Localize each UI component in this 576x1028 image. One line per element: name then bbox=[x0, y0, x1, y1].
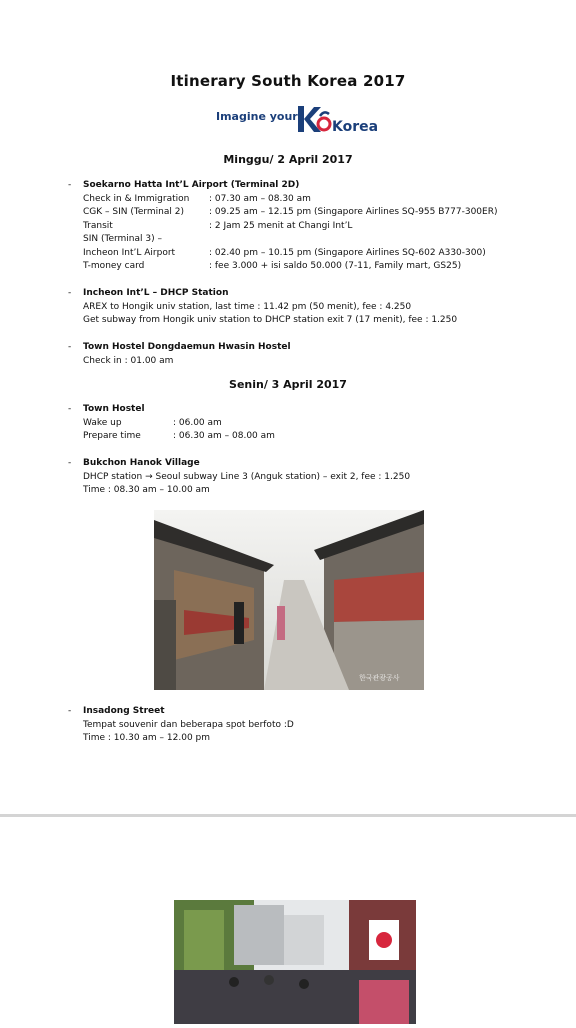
detail-line: AREX to Hongik univ station, last time : 11.42 pm (50 menit), fee : 4.250 bbox=[83, 301, 412, 312]
row-value: : 06.30 am – 08.00 am bbox=[173, 431, 275, 441]
bullet: - bbox=[68, 458, 72, 468]
day-heading-2: Senin/ 3 April 2017 bbox=[229, 378, 347, 391]
section-incheon bbox=[68, 287, 548, 328]
korea-logo-wordmark bbox=[294, 102, 379, 136]
detail-line: Time : 10.30 am – 12.00 pm bbox=[83, 733, 211, 743]
detail-line: Time : 08.30 am – 10.00 am bbox=[83, 485, 210, 495]
bullet: - bbox=[68, 342, 72, 352]
section-hostel-dongdaemun bbox=[68, 341, 548, 369]
section-insadong bbox=[68, 705, 548, 746]
section-town-hostel bbox=[68, 403, 548, 444]
bullet: - bbox=[68, 404, 72, 414]
detail-line: Get subway from Hongik univ station to DHCP station exit 7 (17 menit), fee : 1.250 bbox=[83, 315, 458, 325]
row-label: Transit bbox=[83, 220, 113, 231]
section-heading: Town Hostel Dongdaemun Hwasin Hostel bbox=[83, 342, 291, 352]
row-value: : 09.25 am – 12.15 pm (Singapore Airlines SQ-955 B777-300ER) bbox=[209, 207, 498, 217]
detail-line: Tempat souvenir dan beberapa spot berfoto :D bbox=[83, 719, 294, 730]
logo-tagline: Imagine your bbox=[216, 110, 298, 123]
row-value: : fee 3.000 + isi saldo 50.000 (7-11, Family mart, GS25) bbox=[209, 261, 462, 271]
document-page-2 bbox=[0, 817, 576, 1024]
row-value: : 02.40 pm – 10.15 pm (Singapore Airlines SQ-602 A330-300) bbox=[209, 247, 486, 258]
bullet: - bbox=[68, 288, 72, 298]
row-label: T-money card bbox=[83, 261, 145, 271]
day-heading-1: Minggu/ 2 April 2017 bbox=[223, 153, 353, 166]
section-airport bbox=[68, 179, 548, 274]
svg-text:한국관광공사: 한국관광공사 bbox=[359, 674, 400, 682]
section-bukchon bbox=[68, 457, 548, 498]
row-value: : 2 Jam 25 menit at Changi Int’L bbox=[209, 220, 353, 231]
row-value: : 06.00 am bbox=[173, 417, 222, 428]
section-heading: Insadong Street bbox=[83, 706, 165, 716]
row-label: SIN (Terminal 3) – bbox=[83, 234, 162, 244]
row-label: CGK – SIN (Terminal 2) bbox=[83, 207, 184, 217]
section-heading: Incheon Int’L – DHCP Station bbox=[83, 288, 229, 298]
row-label: Incheon Int’L Airport bbox=[83, 247, 176, 258]
korea-logo bbox=[216, 102, 379, 136]
logo-word: Korea bbox=[332, 119, 379, 135]
detail-line: Check in : 01.00 am bbox=[83, 355, 174, 366]
row-label: Prepare time bbox=[83, 431, 141, 441]
detail-line: DHCP station → Seoul subway Line 3 (Anguk station) – exit 2, fee : 1.250 bbox=[83, 471, 411, 482]
bullet: - bbox=[68, 180, 72, 190]
row-label: Wake up bbox=[83, 417, 122, 428]
section-heading: Bukchon Hanok Village bbox=[83, 458, 200, 468]
insadong-photo bbox=[174, 900, 416, 1024]
section-heading: Town Hostel bbox=[83, 404, 145, 414]
section-heading: Soekarno Hatta Int’L Airport (Terminal 2D) bbox=[83, 180, 300, 190]
bukchon-photo bbox=[154, 510, 424, 690]
row-value: : 07.30 am – 08.30 am bbox=[209, 193, 311, 204]
row-label: Check in & Immigration bbox=[83, 193, 190, 204]
bullet: - bbox=[68, 706, 72, 716]
document-title: Itinerary South Korea 2017 bbox=[170, 72, 406, 90]
